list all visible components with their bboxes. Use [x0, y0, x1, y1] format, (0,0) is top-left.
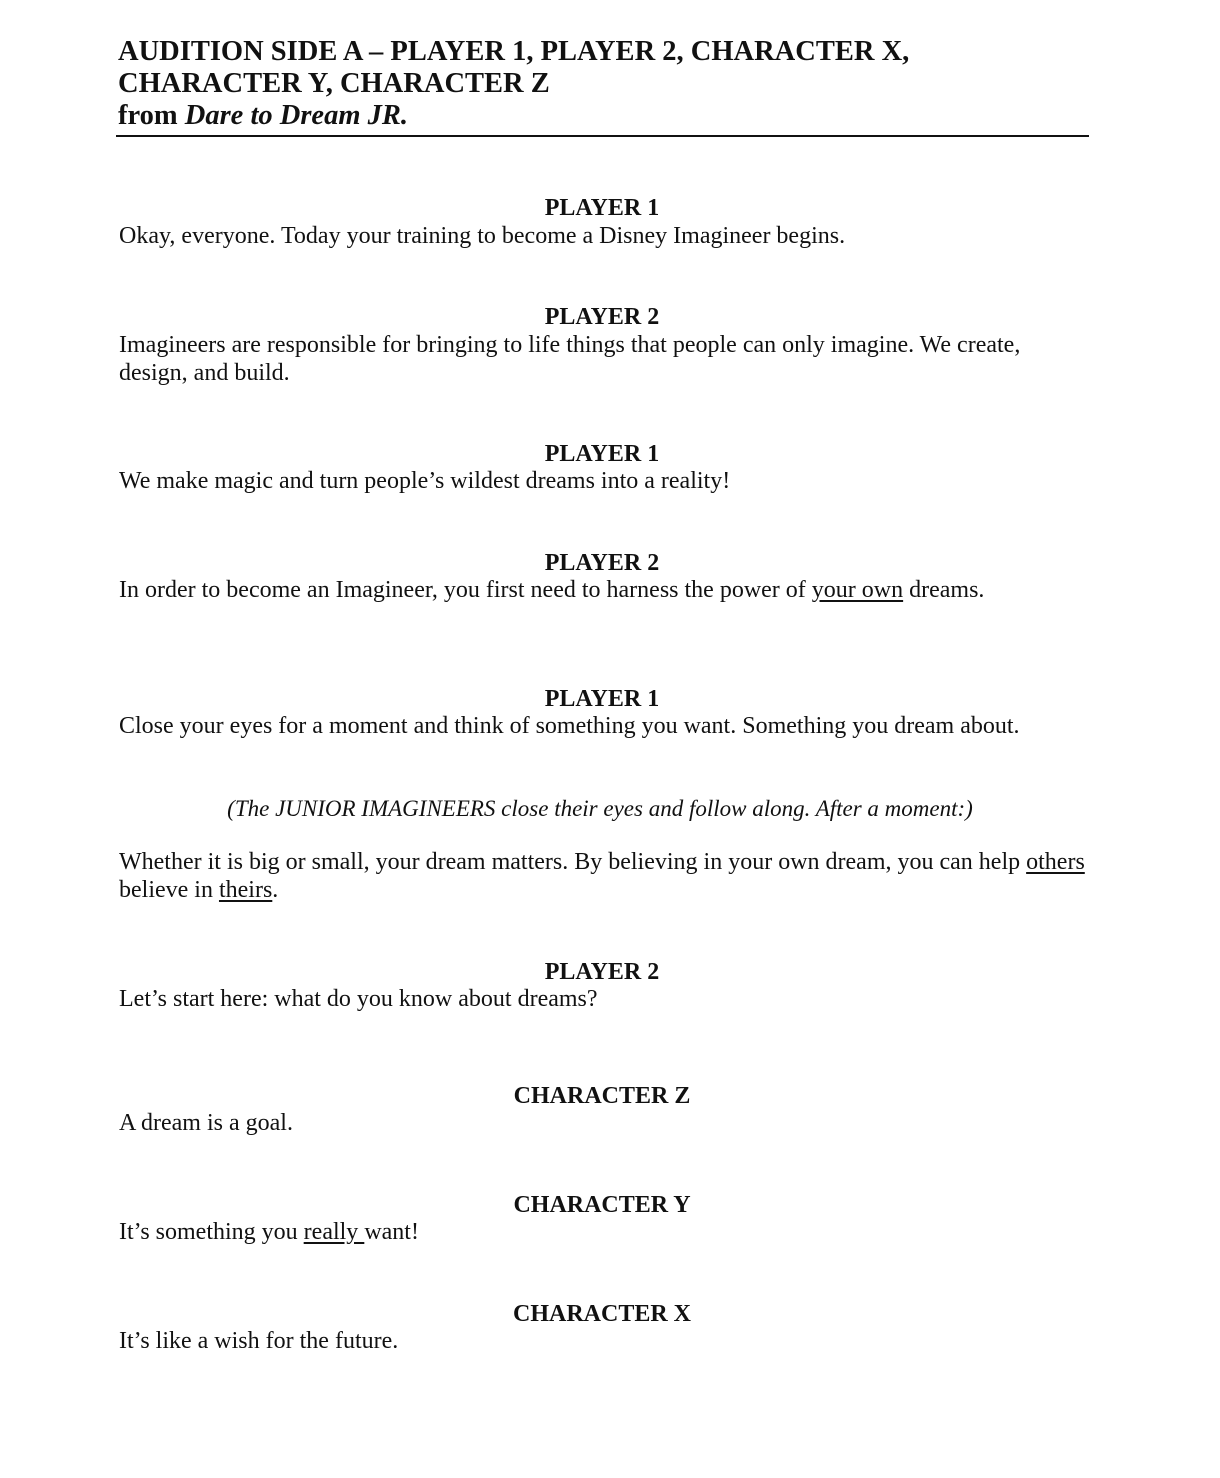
- dialogue-line: Okay, everyone. Today your training to become a Disney Imagineer begins.: [119, 223, 846, 249]
- document-header: [118, 36, 1090, 132]
- dialogue-line: [119, 1219, 1094, 1247]
- speaker-name: CHARACTER Y: [513, 1192, 691, 1218]
- source-line: [118, 100, 1090, 132]
- speaker-name: CHARACTER X: [512, 1301, 691, 1327]
- speaker-name: PLAYER 1: [544, 686, 660, 712]
- dialogue-line: Let’s start here: what do you know about dreams?: [119, 986, 598, 1012]
- from-prefix: from: [118, 100, 185, 131]
- line-text: Whether it is big or small, your dream matters. By believing in your own dream, you can help: [119, 849, 1027, 875]
- underlined-text: really: [303, 1219, 365, 1245]
- dialogue-line: A dream is a goal.: [119, 1110, 293, 1136]
- dialogue-line: We make magic and turn people’s wildest dreams into a reality!: [119, 468, 731, 494]
- line-text: In order to become an Imagineer, you first need to harness the power of: [119, 577, 812, 603]
- speaker-name: PLAYER 2: [544, 550, 660, 576]
- speaker-name: PLAYER 2: [544, 304, 660, 330]
- header-rule: [116, 135, 1089, 137]
- show-name: Dare to Dream JR.: [184, 100, 408, 131]
- line-text: want!: [364, 1219, 419, 1245]
- underlined-text: your own: [811, 577, 904, 603]
- stage-direction: (The JUNIOR IMAGINEERS close their eyes and follow along. After a moment:): [227, 796, 973, 821]
- dialogue-line: [119, 849, 1094, 904]
- dialogue-line: [119, 577, 1094, 605]
- line-text: .: [272, 876, 279, 903]
- speaker-name: CHARACTER Z: [513, 1083, 691, 1109]
- underlined-text: theirs: [218, 876, 273, 903]
- speaker-name: PLAYER 1: [544, 441, 660, 467]
- title-line-2: CHARACTER Y, CHARACTER Z: [118, 68, 550, 99]
- dialogue-line: Imagineers are responsible for bringing to life things that people can only imagine. We create, design, and build.: [119, 332, 1021, 386]
- title-line-1: AUDITION SIDE A – PLAYER 1, PLAYER 2, CHARACTER X,: [118, 36, 910, 67]
- underlined-text: others: [1026, 849, 1085, 875]
- dialogue-line: Close your eyes for a moment and think of something you want. Something you dream about.: [119, 713, 1020, 739]
- line-text: It’s something you: [119, 1219, 304, 1245]
- speaker-name: PLAYER 1: [544, 195, 660, 221]
- dialogue-line: It’s like a wish for the future.: [119, 1328, 399, 1354]
- line-text: believe in: [119, 876, 219, 903]
- line-text: dreams.: [903, 577, 985, 603]
- speaker-name: PLAYER 2: [544, 959, 660, 985]
